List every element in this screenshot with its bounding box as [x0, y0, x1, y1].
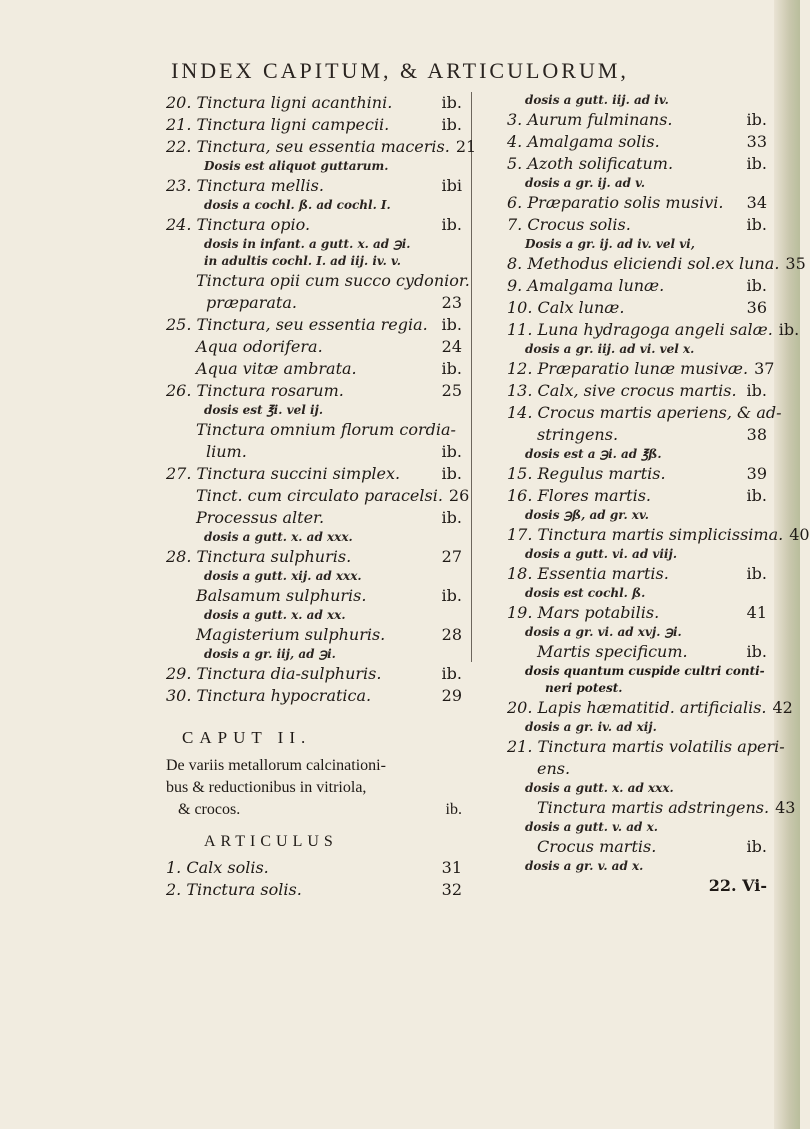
dose-note: dosis a cochl. ß. ad cochl. I.: [204, 198, 391, 212]
catchword: 22. Vi-: [708, 876, 767, 895]
index-entry: 17. Tinctura martis simplicissima. 40: [507, 525, 810, 544]
index-entry: 14. Crocus martis aperiens, & ad-: [507, 403, 782, 422]
dose-note: dosis a gutt. x. ad xxx.: [204, 530, 353, 544]
right-column: [507, 92, 810, 897]
page-title: INDEX CAPITUM, & ARTICULORUM,: [171, 58, 629, 83]
dose-note: dosis a gr. vi. ad xvj. ℈i.: [525, 625, 682, 639]
index-entry: 6. Præparatio solis musivi. 34: [507, 193, 767, 212]
index-entry: ens.: [537, 759, 571, 778]
catchword-line: [507, 875, 767, 897]
index-entry: præparata. 23: [206, 293, 462, 312]
article-heading: ARTICULUS: [204, 833, 338, 850]
chapter-description: De variis metallorum calcinationi- bus & reductionibus in vitriola, & crocos. ib.: [166, 757, 462, 818]
index-entry: Martis specificum. ib.: [537, 642, 767, 661]
dose-note: dosis est a ℈i. ad ℥ß.: [525, 447, 662, 461]
dose-note: dosis quantum cuspide cultri conti-: [525, 664, 765, 678]
index-entry: 30. Tinctura hypocratica. 29: [166, 686, 462, 705]
index-entry: Tinctura omnium florum cordia-: [196, 420, 456, 439]
index-entry: 15. Regulus martis. 39: [507, 464, 767, 483]
dose-note: dosis a gr. iv. ad xij.: [525, 720, 657, 734]
index-entry: 11. Luna hydragoga angeli salæ. ib.: [507, 320, 800, 339]
dose-note: dosis a gutt. x. ad xxx.: [525, 781, 674, 795]
index-entry: 28. Tinctura sulphuris. 27: [166, 547, 462, 566]
page-edge: [774, 0, 800, 1129]
dose-note: dosis ℈ß, ad gr. xv.: [525, 508, 649, 522]
dose-note: dosis a gr. v. ad x.: [525, 859, 644, 873]
dose-note: dosis a gutt. vi. ad viij.: [525, 547, 677, 561]
index-entry: 21. Tinctura martis volatilis aperi-: [507, 737, 785, 756]
index-entry: 7. Crocus solis. ib.: [507, 215, 767, 234]
index-entry: 19. Mars potabilis. 41: [507, 603, 767, 622]
dose-note: dosis a gr. iij, ad ℈i.: [204, 647, 336, 661]
index-entry: 16. Flores martis. ib.: [507, 486, 767, 505]
index-entry: Tinctura martis adstringens. 43: [537, 798, 796, 817]
index-entry: 2. Tinctura solis. 32: [166, 880, 462, 899]
index-entry: 21. Tinctura ligni campecii. ib.: [166, 115, 462, 134]
index-entry: 23. Tinctura mellis. ibi: [166, 176, 462, 195]
left-column: [166, 92, 477, 901]
index-entry: Aqua odorifera. 24: [196, 337, 462, 356]
index-entry: Tinctura opii cum succo cydonior.: [196, 271, 470, 290]
dose-note: dosis in infant. a gutt. x. ad ℈i.: [204, 237, 411, 251]
index-entry: 24. Tinctura opio. ib.: [166, 215, 462, 234]
index-entry: 27. Tinctura succini simplex. ib.: [166, 464, 462, 483]
index-entry: Aqua vitæ ambrata. ib.: [196, 359, 462, 378]
dose-note: dosis a gutt. x. ad xx.: [204, 608, 346, 622]
index-entry: Processus alter. ib.: [196, 508, 462, 527]
index-entry: 9. Amalgama lunæ. ib.: [507, 276, 767, 295]
index-entry: 29. Tinctura dia-sulphuris. ib.: [166, 664, 462, 683]
index-entry: 25. Tinctura, seu essentia regia. ib.: [166, 315, 462, 334]
index-entry: 8. Methodus eliciendi sol.ex luna. 35: [507, 254, 806, 273]
index-entry: 22. Tinctura, seu essentia maceris. 21: [166, 137, 477, 156]
index-entry: 18. Essentia martis. ib.: [507, 564, 767, 583]
index-entry: 5. Azoth solificatum. ib.: [507, 154, 767, 173]
index-entry: 20. Tinctura ligni acanthini. ib.: [166, 93, 462, 112]
index-entry: 13. Calx, sive crocus martis. ib.: [507, 381, 767, 400]
index-entry: 1. Calx solis. 31: [166, 858, 462, 877]
dose-note: in adultis cochl. I. ad iij. iv. v.: [204, 254, 401, 268]
index-entry: Crocus martis. ib.: [537, 837, 767, 856]
index-entry: 10. Calx lunæ. 36: [507, 298, 767, 317]
dose-note: neri potest.: [545, 681, 623, 695]
index-entry: lium. ib.: [206, 442, 462, 461]
dose-note: Dosis est aliquot guttarum.: [204, 159, 389, 173]
index-entry: Tinct. cum circulato paracelsi. 26: [196, 486, 470, 505]
dose-note: dosis a gutt. xij. ad xxx.: [204, 569, 362, 583]
index-entry: Magisterium sulphuris. 28: [196, 625, 462, 644]
dose-note: dosis a gr. ij. ad v.: [525, 176, 646, 190]
dose-note: dosis est ℥i. vel ij.: [204, 403, 324, 417]
index-entry: 20. Lapis hæmatitid. artificialis. 42: [507, 698, 793, 717]
column-divider: [471, 92, 472, 662]
dose-note: dosis a gutt. iij. ad iv.: [525, 93, 669, 107]
index-entry: 26. Tinctura rosarum. 25: [166, 381, 462, 400]
dose-note: dosis a gr. iij. ad vi. vel x.: [525, 342, 695, 356]
dose-note: dosis est cochl. ß.: [525, 586, 646, 600]
index-entry: 3. Aurum fulminans. ib.: [507, 110, 767, 129]
index-entry: Balsamum sulphuris. ib.: [196, 586, 462, 605]
index-entry: 4. Amalgama solis. 33: [507, 132, 767, 151]
dose-note: dosis a gutt. v. ad x.: [525, 820, 658, 834]
chapter-heading: CAPUT II.: [182, 728, 312, 747]
dose-note: Dosis a gr. ij. ad iv. vel vi,: [525, 237, 695, 251]
index-entry: stringens. 38: [537, 425, 767, 444]
index-entry: 12. Præparatio lunæ musivæ. 37: [507, 359, 775, 378]
